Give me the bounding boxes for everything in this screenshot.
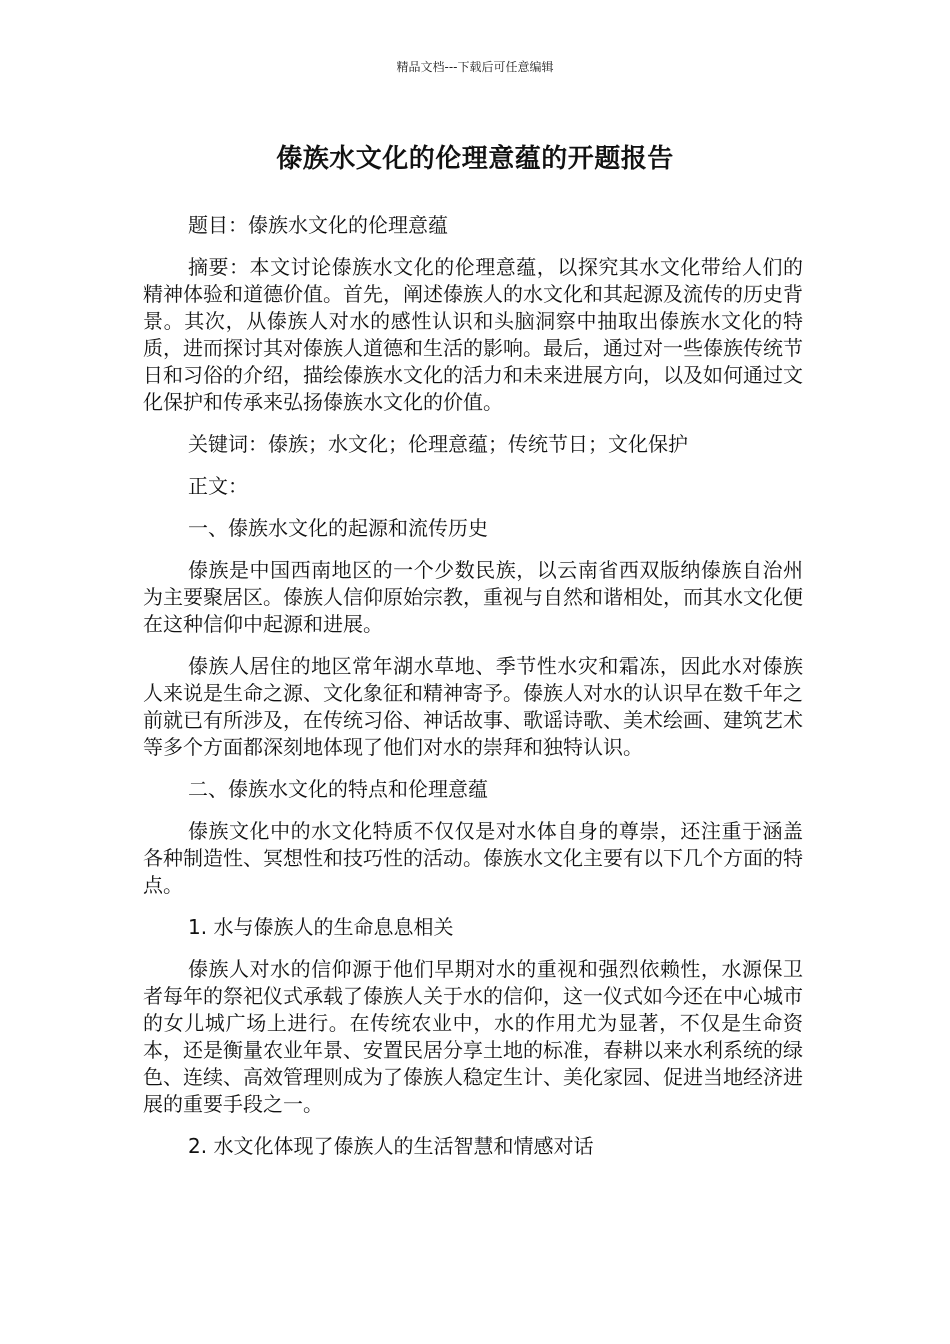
section-heading-2: 二、傣族水文化的特点和伦理意蕴 [188, 777, 488, 801]
topic-line: 题目：傣族水文化的伦理意蕴 [188, 213, 448, 237]
header-note: 精品文档---下载后可任意编辑 [396, 60, 554, 74]
document-title: 傣族水文化的伦理意蕴的开题报告 [276, 144, 674, 174]
keywords-line: 关键词：傣族；水文化；伦理意蕴；传统节日；文化保护 [188, 432, 688, 456]
body-paragraph: 傣族人居住的地区常年湖水草地、季节性水灾和霜冻，因此水对傣族人来说是生命之源、文化象征和精神寄予。傣族人对水的认识早在数千年之前就已有所涉及，在传统习俗、神话故事、歌谣诗歌、美术绘画、建筑艺术等多个方面都深刻地体现了他们对水的崇拜和独特认识。 [143, 654, 803, 759]
document-body [143, 212, 803, 1175]
subsection-heading-2: 2. 水文化体现了傣族人的生活智慧和情感对话 [188, 1134, 594, 1158]
abstract-paragraph: 摘要：本文讨论傣族水文化的伦理意蕴，以探究其水文化带给人们的精神体验和道德价值。首先，阐述傣族人的水文化和其起源及流传的历史背景。其次，从傣族人对水的感性认识和头脑洞察中抽取出傣族水文化的特质，进而探讨其对傣族人道德和生活的影响。最后，通过对一些傣族传统节日和习俗的介绍，描绘傣族水文化的活力和未来进展方向，以及如何通过文化保护和传承来弘扬傣族水文化的价值。 [143, 255, 803, 414]
body-paragraph: 傣族是中国西南地区的一个少数民族，以云南省西双版纳傣族自治州为主要聚居区。傣族人信仰原始宗教，重视与自然和谐相处，而其水文化便在这种信仰中起源和进展。 [143, 558, 803, 636]
section-heading-1: 一、傣族水文化的起源和流传历史 [188, 516, 488, 540]
body-label: 正文： [188, 474, 248, 498]
body-paragraph: 傣族人对水的信仰源于他们早期对水的重视和强烈依赖性，水源保卫者每年的祭祀仪式承载了傣族人关于水的信仰，这一仪式如今还在中心城市的女儿城广场上进行。在传统农业中，水的作用尤为显著，不仅是生命资本，还是衡量农业年景、安置民居分享土地的标准，春耕以来水利系统的绿色、连续、高效管理则成为了傣族人稳定生计、美化家园、促进当地经济进展的重要手段之一。 [143, 957, 803, 1116]
subsection-heading-1: 1. 水与傣族人的生命息息相关 [188, 915, 454, 939]
body-paragraph: 傣族文化中的水文化特质不仅仅是对水体自身的尊崇，还注重于涵盖各种制造性、冥想性和技巧性的活动。傣族水文化主要有以下几个方面的特点。 [143, 819, 803, 897]
